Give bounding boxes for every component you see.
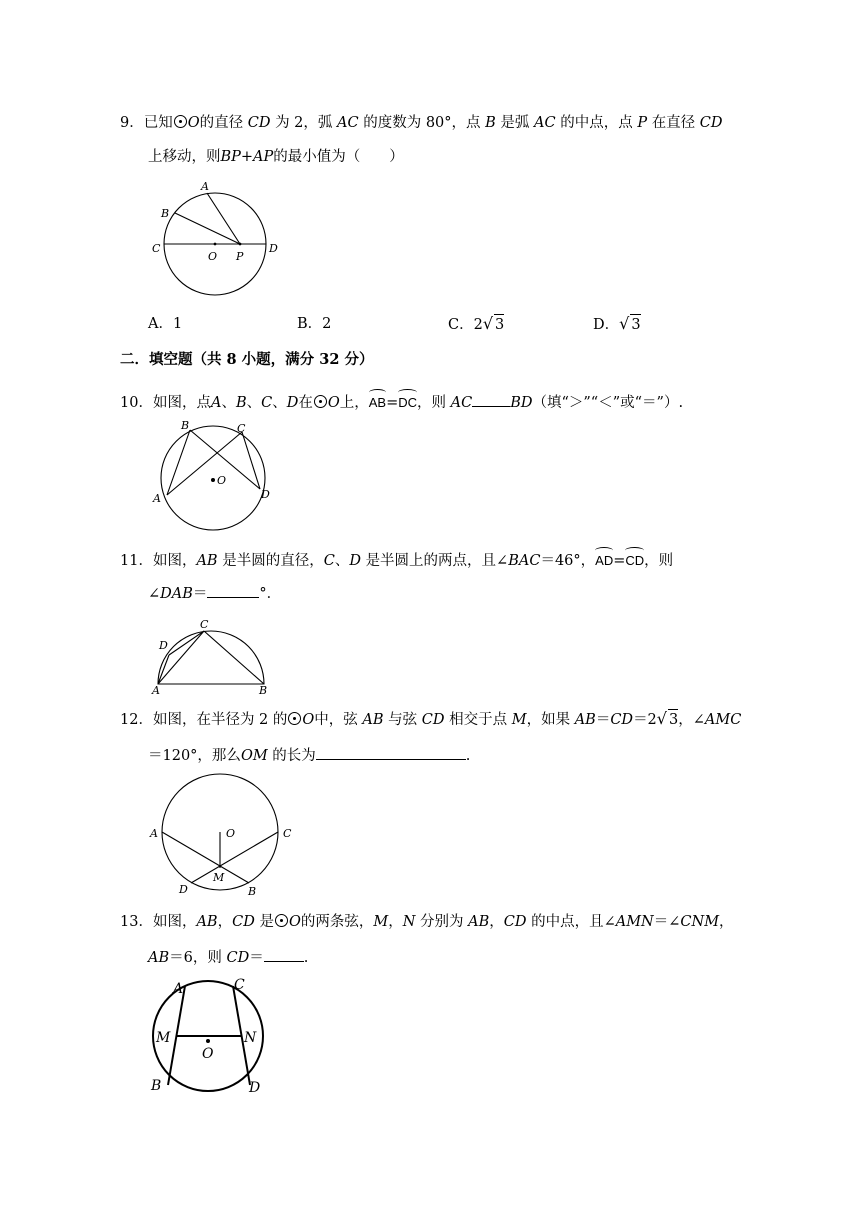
- q11-text: AB: [196, 553, 218, 569]
- q11-text: BAC: [508, 553, 541, 569]
- q10-text: （填“＞”“＜”或“＝”）.: [532, 395, 684, 411]
- q11-label-a: A: [152, 684, 160, 696]
- q10-text: 在: [298, 395, 313, 411]
- q12-text: CD: [421, 712, 445, 728]
- q11-chord-cb: [204, 631, 264, 684]
- q13-line1: [120, 912, 734, 932]
- q12-text: ，如果: [526, 712, 571, 728]
- q12-text: AMC: [704, 712, 742, 728]
- q10-label-b: B: [181, 419, 190, 432]
- q12-figure: [145, 773, 300, 898]
- arc-ab: AB: [369, 389, 386, 413]
- q9-figure: [145, 178, 285, 302]
- q12-text: O: [302, 712, 315, 728]
- q13-number: 13．: [120, 914, 153, 930]
- q12-number: 12．: [120, 712, 153, 728]
- q10-label-a: A: [153, 492, 161, 505]
- q11-text: ∠: [148, 586, 161, 602]
- q13-label-o: O: [202, 1046, 214, 1062]
- q13-text: N: [402, 914, 416, 930]
- circle-dot-icon: [314, 395, 327, 408]
- q10-text: 、: [221, 395, 236, 411]
- q9-text: AC: [534, 115, 556, 131]
- q9-label-c: C: [152, 242, 161, 255]
- q10-text: D: [286, 395, 299, 411]
- q11-text: 如图，: [152, 553, 197, 569]
- q9-text: CD: [247, 115, 271, 131]
- q13-text: CD: [503, 914, 527, 930]
- q13-text: 分别为: [419, 914, 464, 930]
- q12-text: AB: [574, 712, 596, 728]
- q11-label-c: C: [200, 618, 209, 631]
- radical-sign-icon: √: [656, 709, 667, 728]
- arc-dc: DC: [398, 389, 417, 413]
- q13-text: ，: [489, 914, 504, 930]
- q9-label-b: B: [161, 207, 170, 220]
- section-title: 二．填空题（共 8 小题，满分 32 分）: [120, 351, 374, 368]
- q10-text: AC: [450, 395, 473, 411]
- q10-text: 、: [246, 395, 262, 411]
- q13-text: .: [303, 950, 309, 966]
- q12-chord-ab: [162, 832, 249, 883]
- q11-text: ＝46°，: [540, 553, 596, 569]
- q13-label-c: C: [234, 977, 245, 993]
- q12-text: OM: [240, 748, 268, 764]
- q12-text: 相交于点: [449, 712, 508, 728]
- q9-text: P: [637, 115, 648, 131]
- q9-text: B: [485, 115, 496, 131]
- circle-dot-icon: [275, 914, 288, 927]
- q12-text: CD: [610, 712, 634, 728]
- q10-text: 如图，点: [152, 395, 211, 411]
- q13-text: ，: [217, 914, 233, 930]
- q11-text: D: [349, 553, 361, 569]
- q11-text: 是半圆的直径，: [222, 553, 324, 569]
- q10-chord-cd: [242, 432, 260, 489]
- arc-ad: AD: [595, 547, 613, 571]
- q12-line1: [120, 709, 741, 730]
- q13-text: O: [288, 914, 301, 930]
- q13-text: 如图，: [152, 914, 197, 930]
- q12-label-a: A: [150, 827, 158, 840]
- q12-text: 中，弦: [314, 712, 358, 728]
- q10-text: 、: [272, 395, 287, 411]
- q12-label-d: D: [179, 883, 188, 896]
- q9-text: 在直径: [651, 115, 696, 131]
- q9-text: 的直径: [199, 115, 244, 131]
- q11-label-b: B: [259, 684, 268, 696]
- q11-text: 、: [334, 553, 350, 569]
- q9-option-c[interactable]: [448, 314, 504, 335]
- q9-number: 9．: [120, 115, 144, 131]
- q13-text: M: [373, 914, 389, 930]
- q9-text: 上移动，则: [148, 149, 221, 165]
- q12-text: ＝120°，那么: [148, 748, 241, 764]
- q9-text: 是弧: [500, 115, 530, 131]
- q10-label-c: C: [237, 422, 246, 435]
- q13-text: ，: [388, 914, 403, 930]
- q13-text: 的两条弦，: [300, 914, 374, 930]
- q9-line2: [148, 147, 404, 167]
- q10-text: O: [327, 395, 340, 411]
- q9-text: AC: [337, 115, 359, 131]
- q9-text: BP+AP: [220, 149, 274, 165]
- q12-answer-blank[interactable]: [316, 745, 466, 760]
- q9-option-d[interactable]: [593, 314, 641, 335]
- q11-label-d: D: [159, 639, 168, 652]
- option-text: D．: [593, 317, 620, 333]
- q9-option-b[interactable]: [297, 314, 331, 334]
- option-text: C．2: [448, 317, 483, 333]
- q9-text: O: [187, 115, 200, 131]
- q10-text: C: [261, 395, 273, 411]
- q12-text: .: [465, 748, 471, 764]
- q13-label-b: B: [151, 1078, 162, 1094]
- q12-label-b: B: [248, 885, 257, 898]
- q13-answer-blank[interactable]: [264, 947, 304, 962]
- q12-label-o: O: [226, 827, 236, 840]
- q9-text: 的中点，点: [560, 115, 633, 131]
- option-text: B．2: [297, 316, 332, 332]
- q11-answer-blank[interactable]: [207, 583, 259, 598]
- option-text: A．1: [148, 316, 183, 332]
- q10-number: 10．: [120, 395, 153, 411]
- q9-text: 的度数为 80°，点: [363, 115, 481, 131]
- q12-line2: [148, 745, 470, 766]
- q13-text: ＝: [249, 950, 264, 966]
- q9-center-point: [214, 243, 217, 246]
- q12-text: 与弦: [388, 712, 418, 728]
- q11-number: 11．: [120, 553, 153, 569]
- arc-cd: CD: [625, 547, 644, 571]
- q11-text: =: [613, 553, 626, 569]
- q12-text: ＝: [595, 712, 611, 728]
- q13-text: AB: [468, 914, 490, 930]
- q12-text: 如图，在半径为 2 的: [152, 712, 288, 728]
- q11-text: °．: [259, 586, 282, 602]
- option-radicand: 3: [494, 314, 504, 335]
- q13-text: AB: [148, 950, 170, 966]
- q10-figure: [145, 418, 280, 533]
- q10-text: BD: [510, 395, 533, 411]
- q9-line1: [120, 113, 723, 133]
- q12-text: 的长为: [272, 748, 316, 764]
- circle-dot-icon: [174, 115, 187, 128]
- q10-text: 上，: [339, 395, 369, 411]
- q9-text: 的最小值为（ ）: [273, 149, 404, 165]
- q10-text: B: [235, 395, 247, 411]
- q9-label-p: P: [236, 250, 244, 263]
- q10-text: =: [386, 395, 399, 411]
- q11-text: C: [323, 553, 335, 569]
- q13-text: 是: [259, 914, 274, 930]
- option-radicand: 3: [630, 314, 640, 335]
- q9-text: CD: [699, 115, 723, 131]
- q12-text: M: [511, 712, 527, 728]
- q12-label-c: C: [283, 827, 292, 840]
- q10-label-o: O: [217, 474, 227, 487]
- q13-text: AB: [196, 914, 218, 930]
- q13-text: AMN: [615, 914, 654, 930]
- q9-option-a[interactable]: [148, 314, 182, 334]
- q13-text: 的中点，且∠: [531, 914, 616, 930]
- q13-label-m: M: [156, 1030, 171, 1046]
- q9-label-o: O: [208, 250, 218, 263]
- q10-text: A: [210, 395, 222, 411]
- q9-point-p: [239, 243, 242, 246]
- q12-text: ，∠: [678, 712, 705, 728]
- q13-text: CD: [226, 950, 250, 966]
- q11-line1: [120, 547, 673, 571]
- q11-figure: [145, 614, 280, 696]
- q11-semicircle: [158, 631, 264, 684]
- radical-sign-icon: √: [482, 314, 494, 333]
- q10-text: ，则: [417, 395, 447, 411]
- q9-text: 为 2，弧: [275, 115, 333, 131]
- q12-label-m: M: [213, 871, 225, 884]
- q13-label-d: D: [249, 1080, 261, 1096]
- q13-figure: [145, 976, 275, 1098]
- q12-text: ＝2: [633, 712, 657, 728]
- q13-line2: [148, 947, 308, 968]
- q13-text: CD: [232, 914, 255, 930]
- q9-label-d: D: [269, 242, 278, 255]
- q9-label-a: A: [201, 180, 209, 193]
- q11-text: 是半圆上的两点，且∠: [365, 553, 509, 569]
- q12-text: AB: [362, 712, 384, 728]
- q10-label-d: D: [261, 488, 270, 501]
- q13-text: CNM: [680, 914, 720, 930]
- q13-text: ＝∠: [653, 914, 681, 930]
- q9-text: 已知: [143, 115, 173, 131]
- q11-text: DAB: [160, 586, 193, 602]
- q11-text: ＝: [192, 586, 208, 602]
- q10-answer-blank[interactable]: [472, 392, 510, 407]
- q12-radicand: 3: [668, 709, 678, 730]
- q11-line2: [148, 583, 281, 604]
- circle-dot-icon: [288, 712, 301, 725]
- q13-label-n: N: [244, 1030, 257, 1046]
- q11-text: ，则: [644, 553, 674, 569]
- q13-label-a: A: [173, 981, 184, 997]
- q10-line1: [120, 389, 683, 413]
- q13-text: ＝6，则: [169, 950, 222, 966]
- q13-text: ，: [719, 914, 734, 930]
- q10-center-point: [211, 478, 215, 482]
- radical-sign-icon: √: [619, 314, 630, 333]
- q13-center-point: [206, 1039, 210, 1043]
